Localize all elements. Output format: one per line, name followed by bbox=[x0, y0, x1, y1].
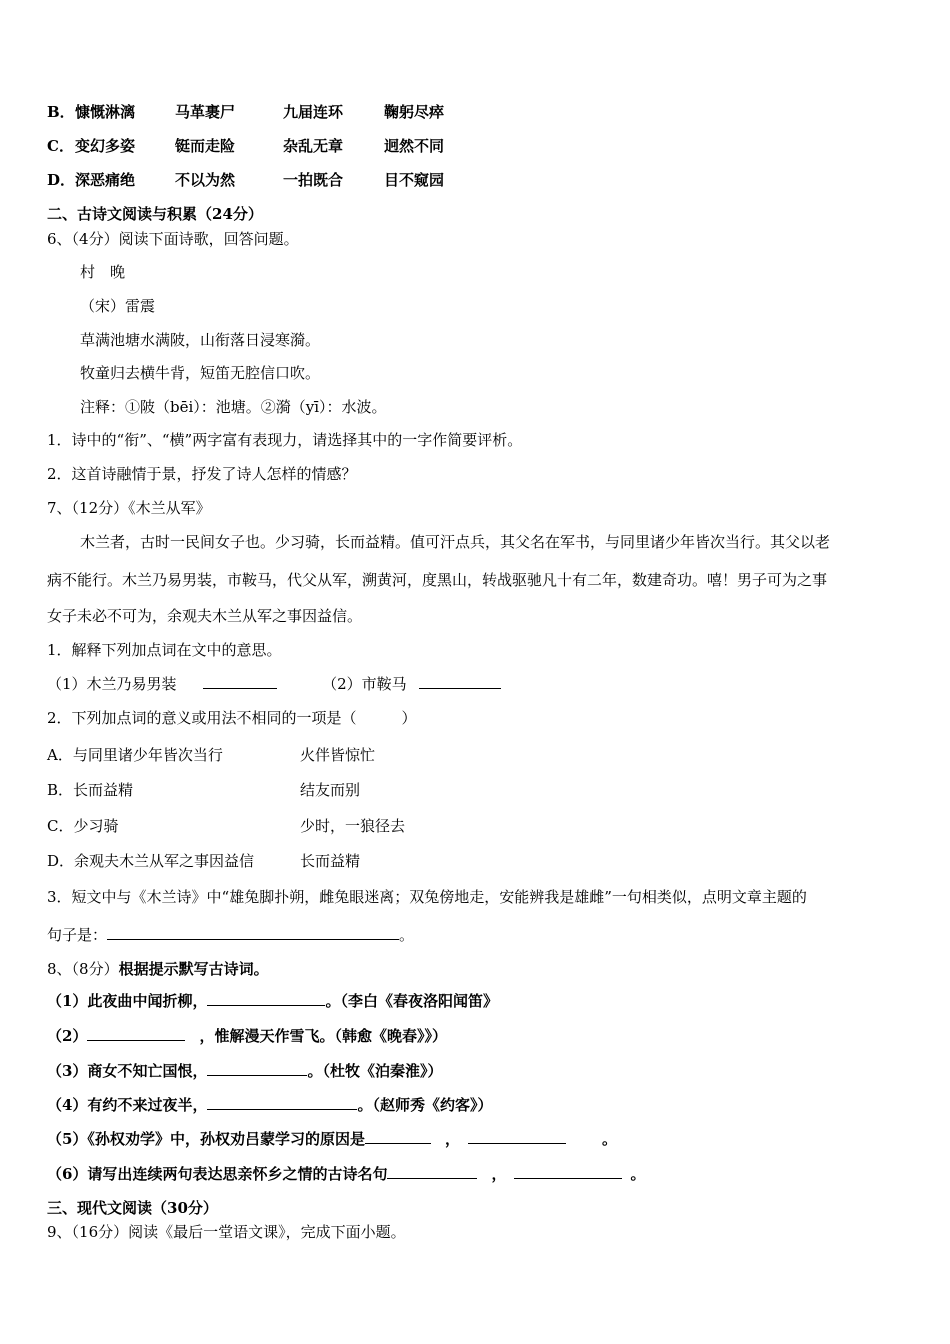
answer-blank[interactable] bbox=[207, 1061, 307, 1076]
answer-blank[interactable] bbox=[514, 1164, 622, 1179]
option-left: A．与同里诸少年皆次当行 bbox=[47, 746, 223, 764]
q7-sub-3-line-2 bbox=[47, 925, 414, 945]
poem-author: （宋）雷震 bbox=[80, 297, 156, 315]
q8-item-3 bbox=[47, 1061, 442, 1081]
answer-blank[interactable] bbox=[207, 991, 325, 1006]
option-item: 变幻多姿 bbox=[75, 137, 136, 155]
q8-item-sep: ， bbox=[491, 1165, 507, 1183]
option-label: C． bbox=[47, 137, 74, 155]
answer-blank[interactable] bbox=[468, 1129, 566, 1144]
option-right: 结友而别 bbox=[300, 781, 361, 799]
section-2-title: 二、古诗文阅读与积累（24分） bbox=[47, 205, 263, 223]
option-left: C．少习骑 bbox=[47, 817, 119, 835]
option-row-d bbox=[47, 170, 444, 190]
q8-item-text: （1）此夜曲中闻折柳， bbox=[47, 992, 208, 1010]
option-item: 铤而走险 bbox=[175, 137, 236, 155]
q9-header: 9、（16分）阅读《最后一堂语文课》，完成下面小题。 bbox=[47, 1223, 406, 1241]
option-item: 不以为然 bbox=[175, 171, 236, 189]
option-right: 火伴皆惊忙 bbox=[300, 746, 376, 764]
q7-passage-line-1: 木兰者，古时一民间女子也。少习骑，长而益精。值可汗点兵，其父名在军书，与同里诸少年皆次当行。其父以老 bbox=[80, 533, 831, 551]
q8-item-sep: ， bbox=[444, 1130, 460, 1148]
answer-blank[interactable] bbox=[387, 1164, 477, 1179]
q8-item-text: （4）有约不来过夜半， bbox=[47, 1096, 208, 1114]
q8-item-text: （2） bbox=[47, 1027, 88, 1045]
q8-item-text: （3）商女不知亡国恨， bbox=[47, 1062, 208, 1080]
q7-option-d bbox=[47, 851, 360, 871]
q8-item-source: ，惟解漫天作雪飞。（韩愈《晚春》》） bbox=[199, 1027, 447, 1045]
poem-line-1: 草满池塘水满陂，山衔落日浸寒漪。 bbox=[80, 331, 321, 349]
option-left: B．长而益精 bbox=[47, 781, 134, 799]
q8-item-6 bbox=[47, 1164, 645, 1184]
q8-item-5 bbox=[47, 1129, 617, 1149]
q6-sub-1: 1．诗中的“衔”、“横”两字富有表现力，请选择其中的一字作简要评析。 bbox=[47, 431, 523, 449]
answer-blank[interactable] bbox=[365, 1129, 431, 1144]
q7-passage-line-2: 病不能行。木兰乃易男装，市鞍马，代父从军，溯黄河，度黑山，转战驱驰凡十有二年，数建奇功。嘻！男子可为之事 bbox=[47, 571, 828, 589]
poem-note: 注释：①陂（bēi）：池塘。②漪（yī）：水波。 bbox=[80, 398, 387, 416]
q7-option-c bbox=[47, 816, 405, 836]
option-item: 杂乱无章 bbox=[283, 137, 344, 155]
option-right: 长而益精 bbox=[300, 852, 361, 870]
q8-item-2 bbox=[47, 1026, 447, 1046]
q7-sub-3-line-1: 3．短文中与《木兰诗》中“雄兔脚扑朔，雌兔眼迷离；双兔傍地走，安能辨我是雄雌”一句相类似，点明文章主题的 bbox=[47, 888, 807, 906]
q8-item-source: 。（赵师秀《约客》） bbox=[357, 1096, 493, 1114]
option-item: 深恶痛绝 bbox=[75, 171, 136, 189]
q7-sub-2: 2．下列加点词的意义或用法不相同的一项是（ ） bbox=[47, 709, 417, 727]
option-label: D． bbox=[47, 171, 76, 189]
option-row-b bbox=[47, 102, 444, 122]
answer-blank[interactable] bbox=[107, 925, 399, 940]
q6-sub-2: 2．这首诗融情于景，抒发了诗人怎样的情感？ bbox=[47, 465, 357, 483]
q8-header bbox=[47, 959, 269, 979]
q8-item-text: （6）请写出连续两句表达思亲怀乡之情的古诗名句 bbox=[47, 1165, 388, 1183]
option-item: 九届连环 bbox=[283, 103, 344, 121]
q8-item-source: 。（李白《春夜洛阳闻笛》 bbox=[325, 992, 498, 1010]
q7-sub-3-prefix: 句子是： bbox=[47, 926, 108, 944]
option-item: 目不窥园 bbox=[384, 171, 445, 189]
option-item: 马革裹尸 bbox=[175, 103, 236, 121]
q7-sub-1a: （1）木兰乃易男装 bbox=[47, 675, 177, 693]
answer-blank[interactable] bbox=[207, 1095, 357, 1110]
answer-blank[interactable] bbox=[419, 674, 501, 689]
option-item: 慷慨淋漓 bbox=[75, 103, 136, 121]
q8-item-text: （5）《孙权劝学》中，孙权劝吕蒙学习的原因是 bbox=[47, 1130, 365, 1148]
option-label: B． bbox=[47, 103, 75, 121]
q7-sub-1-items bbox=[47, 674, 501, 694]
option-item: 一拍既合 bbox=[283, 171, 344, 189]
option-item: 鞠躬尽瘁 bbox=[384, 103, 445, 121]
q8-item-4 bbox=[47, 1095, 492, 1115]
q7-passage-line-3: 女子未必不可为，余观夫木兰从军之事因益信。 bbox=[47, 607, 363, 625]
answer-blank[interactable] bbox=[87, 1026, 185, 1041]
option-right: 少时，一狼径去 bbox=[300, 817, 406, 835]
q7-sub-3-end: 。 bbox=[399, 926, 415, 944]
option-left: D．余观夫木兰从军之事因益信 bbox=[47, 852, 255, 870]
q6-header: 6、（4分）阅读下面诗歌，回答问题。 bbox=[47, 230, 299, 248]
section-3-title: 三、现代文阅读（30分） bbox=[47, 1199, 218, 1217]
poem-title: 村 晚 bbox=[80, 263, 126, 281]
answer-blank[interactable] bbox=[203, 674, 277, 689]
option-row-c bbox=[47, 136, 444, 156]
q7-sub-1b: （2）市鞍马 bbox=[322, 675, 407, 693]
q8-item-end: 。 bbox=[601, 1130, 617, 1148]
option-item: 迥然不同 bbox=[384, 137, 445, 155]
poem-line-2: 牧童归去横牛背，短笛无腔信口吹。 bbox=[80, 364, 321, 382]
q8-header-text: 根据提示默写古诗词。 bbox=[118, 960, 269, 978]
q8-item-end: 。 bbox=[630, 1165, 646, 1183]
q8-header-prefix: 8、（8分） bbox=[47, 960, 119, 978]
q7-sub-1: 1．解释下列加点词在文中的意思。 bbox=[47, 641, 282, 659]
q7-header: 7、（12分）《木兰从军》 bbox=[47, 499, 211, 517]
q7-option-b bbox=[47, 780, 360, 800]
q7-option-a bbox=[47, 745, 375, 765]
q8-item-1 bbox=[47, 991, 498, 1011]
q8-item-source: 。（杜牧《泊秦淮》） bbox=[307, 1062, 443, 1080]
